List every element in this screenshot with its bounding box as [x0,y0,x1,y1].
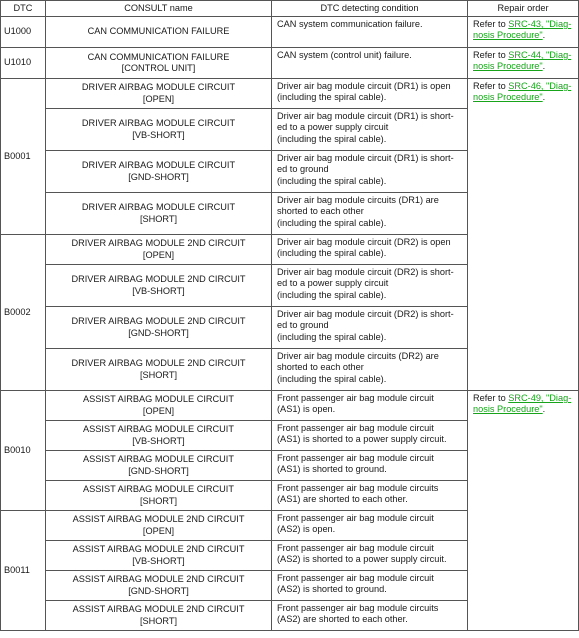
detecting-condition-line: (including the spiral cable). [277,217,387,228]
refer-to-label: Refer to [473,393,506,403]
detecting-condition [272,193,468,235]
detecting-condition-line: Front passenger air bag module circuit [277,513,434,523]
diagnosis-procedure-link[interactable]: nosis Procedure" [473,92,543,103]
detecting-condition-line: (including the spiral cable). [277,289,387,300]
detecting-condition-line: (AS1) is shorted to a power supply circuit. [277,434,447,445]
detecting-condition-line: Front passenger air bag module circuits [277,483,439,493]
consult-name [46,451,272,481]
header-consult-name: CONSULT name [46,1,272,17]
detecting-condition-line: Driver air bag module circuit (DR1) is short- [277,153,454,163]
consult-name [46,48,272,79]
detecting-condition-line: shorted to each other [277,362,364,373]
consult-name [46,391,272,421]
detecting-condition-line: Front passenger air bag module circuit [277,543,434,553]
consult-name-line: [SHORT] [139,495,178,506]
consult-name-line: DRIVER AIRBAG MODULE 2ND CIRCUIT [71,274,246,285]
consult-name [46,307,272,349]
table-row [1,17,579,48]
detecting-condition-line: Driver air bag module circuit (DR1) is short- [277,111,454,121]
repair-order [468,391,579,631]
dtc-code: U1010 [1,48,46,79]
repair-line [473,30,574,41]
consult-name-line: ASSIST AIRBAG MODULE CIRCUIT [83,424,234,435]
detecting-condition-line: Front passenger air bag module circuit [277,453,434,463]
detecting-condition-line: Front passenger air bag module circuit [277,423,434,433]
repair-line [473,81,574,92]
consult-name [46,79,272,109]
detecting-condition [272,79,468,109]
diagnosis-procedure-link[interactable]: nosis Procedure" [473,30,543,41]
consult-name-line: DRIVER AIRBAG MODULE CIRCUIT [81,118,236,129]
consult-name-line: ASSIST AIRBAG MODULE 2ND CIRCUIT [72,514,245,525]
repair-line [473,92,574,103]
consult-name [46,349,272,391]
detecting-condition-line: (including the spiral cable). [277,133,387,144]
repair-line [473,61,574,72]
consult-name-line: DRIVER AIRBAG MODULE CIRCUIT [81,160,236,171]
consult-name-line: [SHORT] [139,213,178,224]
consult-name-line: [OPEN] [142,93,175,104]
consult-name [46,109,272,151]
repair-order [468,48,579,79]
detecting-condition-line: ed to ground [277,320,329,331]
detecting-condition-line: (including the spiral cable). [277,175,387,186]
detecting-condition-line: (including the spiral cable). [277,248,387,259]
repair-line [473,393,574,404]
dtc-code: B0010 [1,391,46,511]
detecting-condition [272,541,468,571]
detecting-condition-line: (AS2) is shorted to a power supply circuit. [277,554,447,565]
consult-name [46,511,272,541]
dtc-code: B0011 [1,511,46,631]
consult-name-line: DRIVER AIRBAG MODULE 2ND CIRCUIT [71,316,246,327]
dtc-code: B0002 [1,235,46,391]
detecting-condition-line: (including the spiral cable). [277,373,387,384]
consult-name-line: [VB-SHORT] [132,555,185,566]
repair-suffix: . [542,92,546,103]
consult-name-line: [GND-SHORT] [128,585,189,596]
consult-name-line: ASSIST AIRBAG MODULE 2ND CIRCUIT [72,574,245,585]
refer-to-label: Refer to [473,19,506,29]
detecting-condition-line: Driver air bag module circuits (DR2) are [277,351,439,361]
table-row [1,391,579,421]
detecting-condition [272,17,468,48]
consult-name [46,571,272,601]
repair-order [468,17,579,48]
consult-name-line: ASSIST AIRBAG MODULE 2ND CIRCUIT [72,604,245,615]
detecting-condition-line: (including the spiral cable). [277,331,387,342]
diagnosis-procedure-link[interactable]: SRC-49, "Diag- [508,393,572,403]
consult-name-line: [OPEN] [142,525,175,536]
detecting-condition-line: CAN system (control unit) failure. [277,50,412,60]
repair-suffix: . [542,404,546,415]
refer-to-label: Refer to [473,81,506,91]
consult-name-line: [CONTROL UNIT] [121,63,196,73]
detecting-condition-line: shorted to each other [277,206,364,217]
consult-name-line: [OPEN] [142,405,175,416]
dtc-code: B0001 [1,79,46,235]
diagnosis-procedure-link[interactable]: nosis Procedure" [473,404,543,415]
detecting-condition-line: ed to ground [277,164,329,175]
detecting-condition [272,391,468,421]
detecting-condition-line: (AS2) are shorted to each other. [277,614,408,625]
detecting-condition-line: Driver air bag module circuits (DR1) are [277,195,439,205]
consult-name-line: CAN COMMUNICATION FAILURE [87,26,230,37]
detecting-condition [272,307,468,349]
detecting-condition [272,481,468,511]
header-dtc: DTC [1,1,46,17]
repair-line [473,404,574,415]
header-detecting-condition: DTC detecting condition [272,1,468,17]
consult-name-line: DRIVER AIRBAG MODULE CIRCUIT [81,82,236,93]
consult-name [46,151,272,193]
detecting-condition [272,451,468,481]
consult-name-line: [GND-SHORT] [128,327,189,338]
consult-name [46,421,272,451]
consult-name [46,265,272,307]
table-row [1,79,579,109]
detecting-condition-line: Front passenger air bag module circuit [277,393,434,403]
consult-name-line: CAN COMMUNICATION FAILURE [87,51,230,62]
detecting-condition [272,571,468,601]
detecting-condition-line: Driver air bag module circuit (DR2) is open [277,237,451,247]
detecting-condition [272,109,468,151]
diagnosis-procedure-link[interactable]: SRC-43, "Diag- [508,19,572,29]
consult-name-line: DRIVER AIRBAG MODULE 2ND CIRCUIT [71,238,246,249]
detecting-condition [272,151,468,193]
detecting-condition [272,511,468,541]
consult-name [46,541,272,571]
diagnosis-procedure-link[interactable]: SRC-44, "Diag- [508,50,572,60]
detecting-condition-line: Driver air bag module circuit (DR2) is short- [277,309,454,319]
detecting-condition-line: (AS1) is open. [277,404,336,415]
consult-name-line: [VB-SHORT] [132,129,185,140]
consult-name-line: ASSIST AIRBAG MODULE CIRCUIT [83,484,234,495]
consult-name [46,235,272,265]
detecting-condition-line: Front passenger air bag module circuit [277,573,434,583]
consult-name [46,193,272,235]
detecting-condition-line: ed to a power supply circuit [277,122,389,133]
consult-name-line: [GND-SHORT] [128,465,189,476]
detecting-condition [272,235,468,265]
detecting-condition-line: CAN system communication failure. [277,19,423,29]
consult-name-line: [OPEN] [142,249,175,260]
consult-name-line: ASSIST AIRBAG MODULE 2ND CIRCUIT [72,544,245,555]
consult-name-line: ASSIST AIRBAG MODULE CIRCUIT [83,454,234,465]
consult-name-line: [GND-SHORT] [128,171,189,182]
consult-name [46,601,272,631]
detecting-condition-line: ed to a power supply circuit [277,278,389,289]
consult-name-line: [VB-SHORT] [132,435,185,446]
refer-to-label: Refer to [473,50,506,60]
header-row [1,1,579,17]
detecting-condition-line: (AS1) are shorted to each other. [277,494,408,505]
detecting-condition [272,48,468,79]
consult-name-line: ASSIST AIRBAG MODULE CIRCUIT [83,394,234,405]
table-row [1,48,579,79]
detecting-condition [272,349,468,391]
detecting-condition [272,265,468,307]
detecting-condition-line: Front passenger air bag module circuits [277,603,439,613]
detecting-condition-line: (AS1) is shorted to ground. [277,464,387,475]
diagnosis-procedure-link[interactable]: SRC-46, "Diag- [508,81,572,91]
repair-line [473,50,574,61]
consult-name [46,17,272,48]
detecting-condition [272,421,468,451]
dtc-code: U1000 [1,17,46,48]
header-repair-order: Repair order [468,1,579,17]
consult-name [46,481,272,511]
consult-name-line: DRIVER AIRBAG MODULE CIRCUIT [81,202,236,213]
consult-name-line: [SHORT] [139,615,178,626]
consult-name-line: DRIVER AIRBAG MODULE 2ND CIRCUIT [71,358,246,369]
detecting-condition-line: (AS2) is shorted to ground. [277,584,387,595]
detecting-condition-line: Driver air bag module circuit (DR1) is open [277,81,451,91]
detecting-condition-line: Driver air bag module circuit (DR2) is short- [277,267,454,277]
repair-suffix: . [542,30,546,41]
detecting-condition-line: (AS2) is open. [277,524,336,535]
consult-name-line: [VB-SHORT] [132,285,185,296]
table-body [1,17,579,631]
repair-line [473,19,574,30]
detecting-condition-line: (including the spiral cable). [277,92,387,103]
repair-order [468,79,579,391]
detecting-condition [272,601,468,631]
repair-suffix: . [542,61,546,72]
consult-name-line: [SHORT] [139,369,178,380]
diagnosis-procedure-link[interactable]: nosis Procedure" [473,61,543,72]
